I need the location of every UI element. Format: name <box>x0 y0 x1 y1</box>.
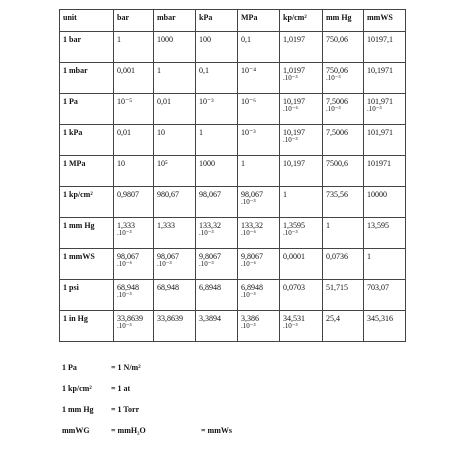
cell-exponent: .10⁻³ <box>326 74 341 82</box>
table-row <box>60 32 406 63</box>
cell-exponent: .10⁻³ <box>241 291 256 299</box>
header-cell: mbar <box>154 10 196 32</box>
cell-value: 1 <box>241 159 245 168</box>
row-unit-label: 1 psi <box>60 280 114 311</box>
cell-value: 1 <box>326 221 330 230</box>
table-cell <box>238 311 280 342</box>
table-cell <box>238 218 280 249</box>
table-cell <box>154 218 196 249</box>
table-cell <box>114 249 154 280</box>
table-cell <box>154 156 196 187</box>
cell-value: 1 <box>199 128 203 137</box>
note-lhs: 1 mm Hg <box>62 405 94 414</box>
cell-value: 10,1971 <box>367 66 393 75</box>
cell-value: 1 <box>367 252 371 261</box>
table-cell <box>280 280 323 311</box>
row-unit-label: 1 kPa <box>60 125 114 156</box>
cell-value: 0,0001 <box>283 252 305 261</box>
table-cell <box>280 63 323 94</box>
table-row <box>60 63 406 94</box>
table-cell <box>238 63 280 94</box>
table-cell <box>280 94 323 125</box>
table-cell <box>114 280 154 311</box>
table-cell <box>238 94 280 125</box>
cell-exponent: .10⁻³ <box>326 105 341 113</box>
table-cell <box>196 218 238 249</box>
table-cell <box>196 311 238 342</box>
table-cell <box>364 63 406 94</box>
table-cell <box>364 187 406 218</box>
table-cell <box>196 280 238 311</box>
cell-value: 13,595 <box>367 221 389 230</box>
cell-value: 0,01 <box>157 97 171 106</box>
cell-value: 1,3595 <box>283 221 305 230</box>
table-cell <box>154 32 196 63</box>
table-row <box>60 311 406 342</box>
table-cell <box>323 249 364 280</box>
cell-value: 1000 <box>199 159 215 168</box>
cell-value: 10⁻⁴ <box>241 66 257 75</box>
table-cell <box>154 311 196 342</box>
row-unit-label: 1 MPa <box>60 156 114 187</box>
cell-value: 10⁻³ <box>241 128 256 137</box>
cell-exponent: .10⁻³ <box>283 74 298 82</box>
table-cell <box>114 125 154 156</box>
cell-value: 10000 <box>367 190 387 199</box>
table-cell <box>238 125 280 156</box>
header-cell: bar <box>114 10 154 32</box>
cell-value: 33,8639 <box>117 314 143 323</box>
table-cell <box>114 156 154 187</box>
header-cell: unit <box>60 10 114 32</box>
table-cell <box>154 125 196 156</box>
table-cell <box>238 280 280 311</box>
cell-value: 10,197 <box>283 97 305 106</box>
cell-value: 98,067 <box>157 252 179 261</box>
table-cell <box>238 249 280 280</box>
row-unit-label: 1 mbar <box>60 63 114 94</box>
table-cell <box>280 125 323 156</box>
note-eq2: = mmWs <box>201 426 232 435</box>
header-cell: mmWS <box>364 10 406 32</box>
note-lhs: 1 Pa <box>62 363 77 372</box>
row-unit-label: 1 bar <box>60 32 114 63</box>
cell-value: 25,4 <box>326 314 340 323</box>
table-cell <box>280 32 323 63</box>
cell-value: 1,333 <box>117 221 135 230</box>
cell-value: 735,56 <box>326 190 348 199</box>
table-cell <box>238 187 280 218</box>
table-cell <box>323 156 364 187</box>
header-cell: kPa <box>196 10 238 32</box>
cell-value: 68,948 <box>157 283 179 292</box>
cell-value: 1 <box>117 35 121 44</box>
table-cell <box>323 280 364 311</box>
cell-exponent: .10⁻⁶ <box>241 260 256 268</box>
table-cell <box>114 63 154 94</box>
table-row <box>60 125 406 156</box>
cell-value: 133,32 <box>241 221 263 230</box>
cell-value: 0,001 <box>117 66 135 75</box>
table-header-row <box>60 10 406 32</box>
table-row <box>60 187 406 218</box>
table-cell <box>196 94 238 125</box>
cell-value: 345,316 <box>367 314 393 323</box>
cell-value: 0,1 <box>199 66 209 75</box>
cell-exponent: .10⁻³ <box>283 322 298 330</box>
cell-value: 3,3894 <box>199 314 221 323</box>
cell-value: 6,8948 <box>199 283 221 292</box>
header-cell: mm Hg <box>323 10 364 32</box>
table-cell <box>196 32 238 63</box>
header-cell: kp/cm² <box>280 10 323 32</box>
cell-exponent: .10⁻³ <box>117 291 132 299</box>
pressure-conversion-table <box>59 9 406 342</box>
table-row <box>60 249 406 280</box>
note-eq1: = 1 at <box>111 384 131 393</box>
cell-value: 0,0736 <box>326 252 348 261</box>
cell-exponent: .10⁻³ <box>283 136 298 144</box>
cell-value: 703,07 <box>367 283 389 292</box>
note-lhs: 1 kp/cm² <box>62 384 92 393</box>
row-unit-label: 1 in Hg <box>60 311 114 342</box>
table-cell <box>323 218 364 249</box>
cell-value: 9,8067 <box>241 252 263 261</box>
cell-value: 6,8948 <box>241 283 263 292</box>
cell-value: 3,386 <box>241 314 259 323</box>
cell-value: 10⁻³ <box>199 97 214 106</box>
cell-exponent: .10⁻³ <box>199 260 214 268</box>
table-cell <box>364 218 406 249</box>
cell-value: 10,197 <box>283 159 305 168</box>
cell-exponent: .10⁻³ <box>241 322 256 330</box>
cell-value: 10⁻⁶ <box>241 97 257 106</box>
cell-value: 98,067 <box>117 252 139 261</box>
table-cell <box>364 311 406 342</box>
table-cell <box>323 187 364 218</box>
cell-value: 750,06 <box>326 35 348 44</box>
cell-exponent: .10⁻⁶ <box>117 260 132 268</box>
table-cell <box>280 249 323 280</box>
table-cell <box>238 156 280 187</box>
cell-exponent: .10⁻³ <box>157 260 172 268</box>
cell-value: 101,971 <box>367 97 393 106</box>
cell-value: 1,0197 <box>283 35 305 44</box>
table-cell <box>196 156 238 187</box>
table-cell <box>323 32 364 63</box>
table-cell <box>114 218 154 249</box>
cell-value: 100 <box>199 35 211 44</box>
row-unit-label: 1 mmWS <box>60 249 114 280</box>
cell-value: 1 <box>157 66 161 75</box>
cell-value: 0,9807 <box>117 190 139 199</box>
row-unit-label: 1 mm Hg <box>60 218 114 249</box>
table-row <box>60 218 406 249</box>
table-cell <box>196 125 238 156</box>
cell-value: 133,32 <box>199 221 221 230</box>
cell-value: 1 <box>283 190 287 199</box>
table-cell <box>364 94 406 125</box>
table-cell <box>114 94 154 125</box>
cell-value: 68,948 <box>117 283 139 292</box>
note-eq1: = 1 N/m² <box>111 363 141 372</box>
table-cell <box>196 63 238 94</box>
table-cell <box>280 156 323 187</box>
cell-value: 10 <box>117 159 125 168</box>
row-unit-label: 1 Pa <box>60 94 114 125</box>
note-eq1: = mmH₂O <box>111 426 146 435</box>
cell-value: 980,67 <box>157 190 179 199</box>
cell-value: 1,0197 <box>283 66 305 75</box>
cell-value: 101,971 <box>367 128 393 137</box>
cell-value: 10197,1 <box>367 35 393 44</box>
cell-value: 10⁻⁵ <box>117 97 133 106</box>
table-row <box>60 156 406 187</box>
table-cell <box>154 249 196 280</box>
cell-value: 9,8067 <box>199 252 221 261</box>
cell-exponent: .10⁻³ <box>283 229 298 237</box>
cell-value: 10⁵ <box>157 159 168 168</box>
note-lhs: mmWG <box>62 426 90 435</box>
table-cell <box>280 311 323 342</box>
table-cell <box>364 32 406 63</box>
cell-exponent: .10⁻³ <box>367 105 382 113</box>
table-cell <box>280 218 323 249</box>
table-cell <box>154 187 196 218</box>
cell-value: 7,5006 <box>326 128 348 137</box>
header-cell: MPa <box>238 10 280 32</box>
cell-value: 10 <box>157 128 165 137</box>
cell-value: 0,1 <box>241 35 251 44</box>
cell-value: 51,715 <box>326 283 348 292</box>
cell-value: 98,067 <box>199 190 221 199</box>
cell-exponent: .10⁻³ <box>117 322 132 330</box>
table-cell <box>323 311 364 342</box>
note-eq1: = 1 Torr <box>111 405 140 414</box>
cell-value: 98,067 <box>241 190 263 199</box>
cell-value: 34,531 <box>283 314 305 323</box>
table-cell <box>323 63 364 94</box>
table-cell <box>323 94 364 125</box>
table-cell <box>364 249 406 280</box>
cell-value: 1,333 <box>157 221 175 230</box>
cell-exponent: .10⁻³ <box>199 229 214 237</box>
cell-value: 0,01 <box>117 128 131 137</box>
table-cell <box>364 280 406 311</box>
table-cell <box>114 187 154 218</box>
table-cell <box>280 187 323 218</box>
table-cell <box>238 32 280 63</box>
cell-value: 1000 <box>157 35 173 44</box>
table-cell <box>323 125 364 156</box>
row-unit-label: 1 kp/cm² <box>60 187 114 218</box>
cell-exponent: .10⁻³ <box>117 229 132 237</box>
cell-value: 7,5006 <box>326 97 348 106</box>
cell-value: 7500,6 <box>326 159 348 168</box>
table-cell <box>364 156 406 187</box>
table-row <box>60 280 406 311</box>
cell-value: 10,197 <box>283 128 305 137</box>
cell-exponent: .10⁻⁶ <box>241 229 256 237</box>
cell-value: 33,8639 <box>157 314 183 323</box>
table-cell <box>196 249 238 280</box>
cell-value: 0,0703 <box>283 283 305 292</box>
table-row <box>60 94 406 125</box>
cell-exponent: .10⁻⁶ <box>283 105 298 113</box>
cell-value: 750,06 <box>326 66 348 75</box>
table-cell <box>364 125 406 156</box>
table-cell <box>114 311 154 342</box>
table-cell <box>154 280 196 311</box>
table-cell <box>154 94 196 125</box>
cell-value: 101971 <box>367 159 391 168</box>
table-cell <box>154 63 196 94</box>
cell-exponent: .10⁻³ <box>241 198 256 206</box>
table-cell <box>196 187 238 218</box>
table-cell <box>114 32 154 63</box>
